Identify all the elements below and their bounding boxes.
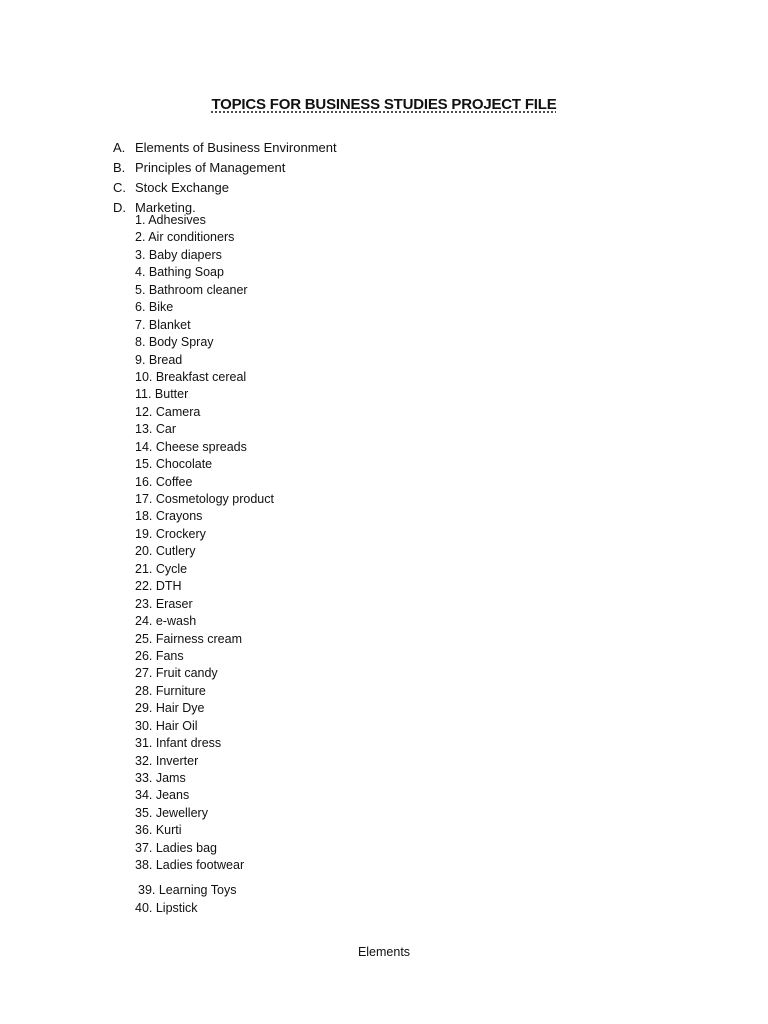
list-item: 22. DTH — [135, 579, 182, 594]
list-item: 12. Camera — [135, 404, 201, 419]
list-item: 24. e-wash — [135, 614, 197, 629]
list-item: 34. Jeans — [135, 788, 190, 803]
section-item — [113, 139, 337, 159]
list-item: 27. Fruit candy — [135, 666, 218, 681]
list-item: 18. Crayons — [135, 509, 203, 524]
list-item: 5. Bathroom cleaner — [135, 282, 248, 297]
list-item: 1. Adhesives — [135, 213, 206, 227]
list-item: 17. Cosmetology product — [135, 492, 274, 506]
section-label: Elements of Business Environment — [135, 140, 337, 155]
list-item: 25. Fairness cream — [135, 631, 242, 646]
section-item — [113, 179, 337, 199]
list-item: 23. Eraser — [135, 596, 193, 611]
list-item: 38. Ladies footwear — [135, 858, 245, 873]
list-item: 26. Fans — [135, 648, 184, 663]
list-item: 35. Jewellery — [135, 805, 208, 820]
list-item: 31. Infant dress — [135, 736, 222, 751]
list-item: 28. Furniture — [135, 683, 206, 698]
list-item: 37. Ladies bag — [135, 840, 218, 855]
list-item: 8. Body Spray — [135, 335, 214, 350]
list-item: 39. Learning Toys — [138, 883, 237, 897]
list-item: 3. Baby diapers — [135, 247, 222, 262]
list-item: 13. Car — [135, 422, 176, 437]
list-item: 4. Bathing Soap — [135, 265, 224, 280]
list-item: 30. Hair Oil — [135, 718, 198, 733]
page-footer: Elements — [357, 945, 411, 959]
section-letter: C. — [113, 180, 126, 195]
section-item — [113, 159, 337, 179]
list-item: 33. Jams — [135, 771, 186, 785]
list-item: 9. Bread — [135, 352, 183, 367]
list-item: 21. Cycle — [135, 561, 188, 576]
topic-sections-list — [113, 139, 337, 219]
section-letter: A. — [113, 140, 126, 155]
section-letter: B. — [113, 160, 126, 175]
list-item: 14. Cheese spreads — [135, 439, 247, 454]
marketing-items-continued-list — [135, 882, 236, 917]
list-item: 7. Blanket — [135, 317, 191, 332]
list-item: 36. Kurti — [135, 823, 182, 838]
list-item: 15. Chocolate — [135, 457, 213, 472]
list-item: 19. Crockery — [135, 526, 206, 541]
list-item: 6. Bike — [135, 300, 174, 315]
section-label: Marketing. — [135, 200, 196, 215]
section-letter: D. — [113, 200, 126, 215]
section-label: Principles of Management — [135, 160, 286, 175]
list-item: 40. Lipstick — [135, 900, 198, 915]
list-item: 32. Inverter — [135, 753, 199, 768]
list-item: 10. Breakfast cereal — [135, 369, 247, 384]
list-item: 20. Cutlery — [135, 544, 196, 559]
list-item: 16. Coffee — [135, 474, 193, 489]
section-label: Stock Exchange — [135, 180, 229, 195]
list-item: 2. Air conditioners — [135, 230, 235, 245]
list-item: 29. Hair Dye — [135, 701, 205, 716]
page-title: TOPICS FOR BUSINESS STUDIES PROJECT FILE — [211, 96, 557, 113]
marketing-items-list — [135, 212, 274, 875]
list-item: 11. Butter — [135, 387, 189, 402]
